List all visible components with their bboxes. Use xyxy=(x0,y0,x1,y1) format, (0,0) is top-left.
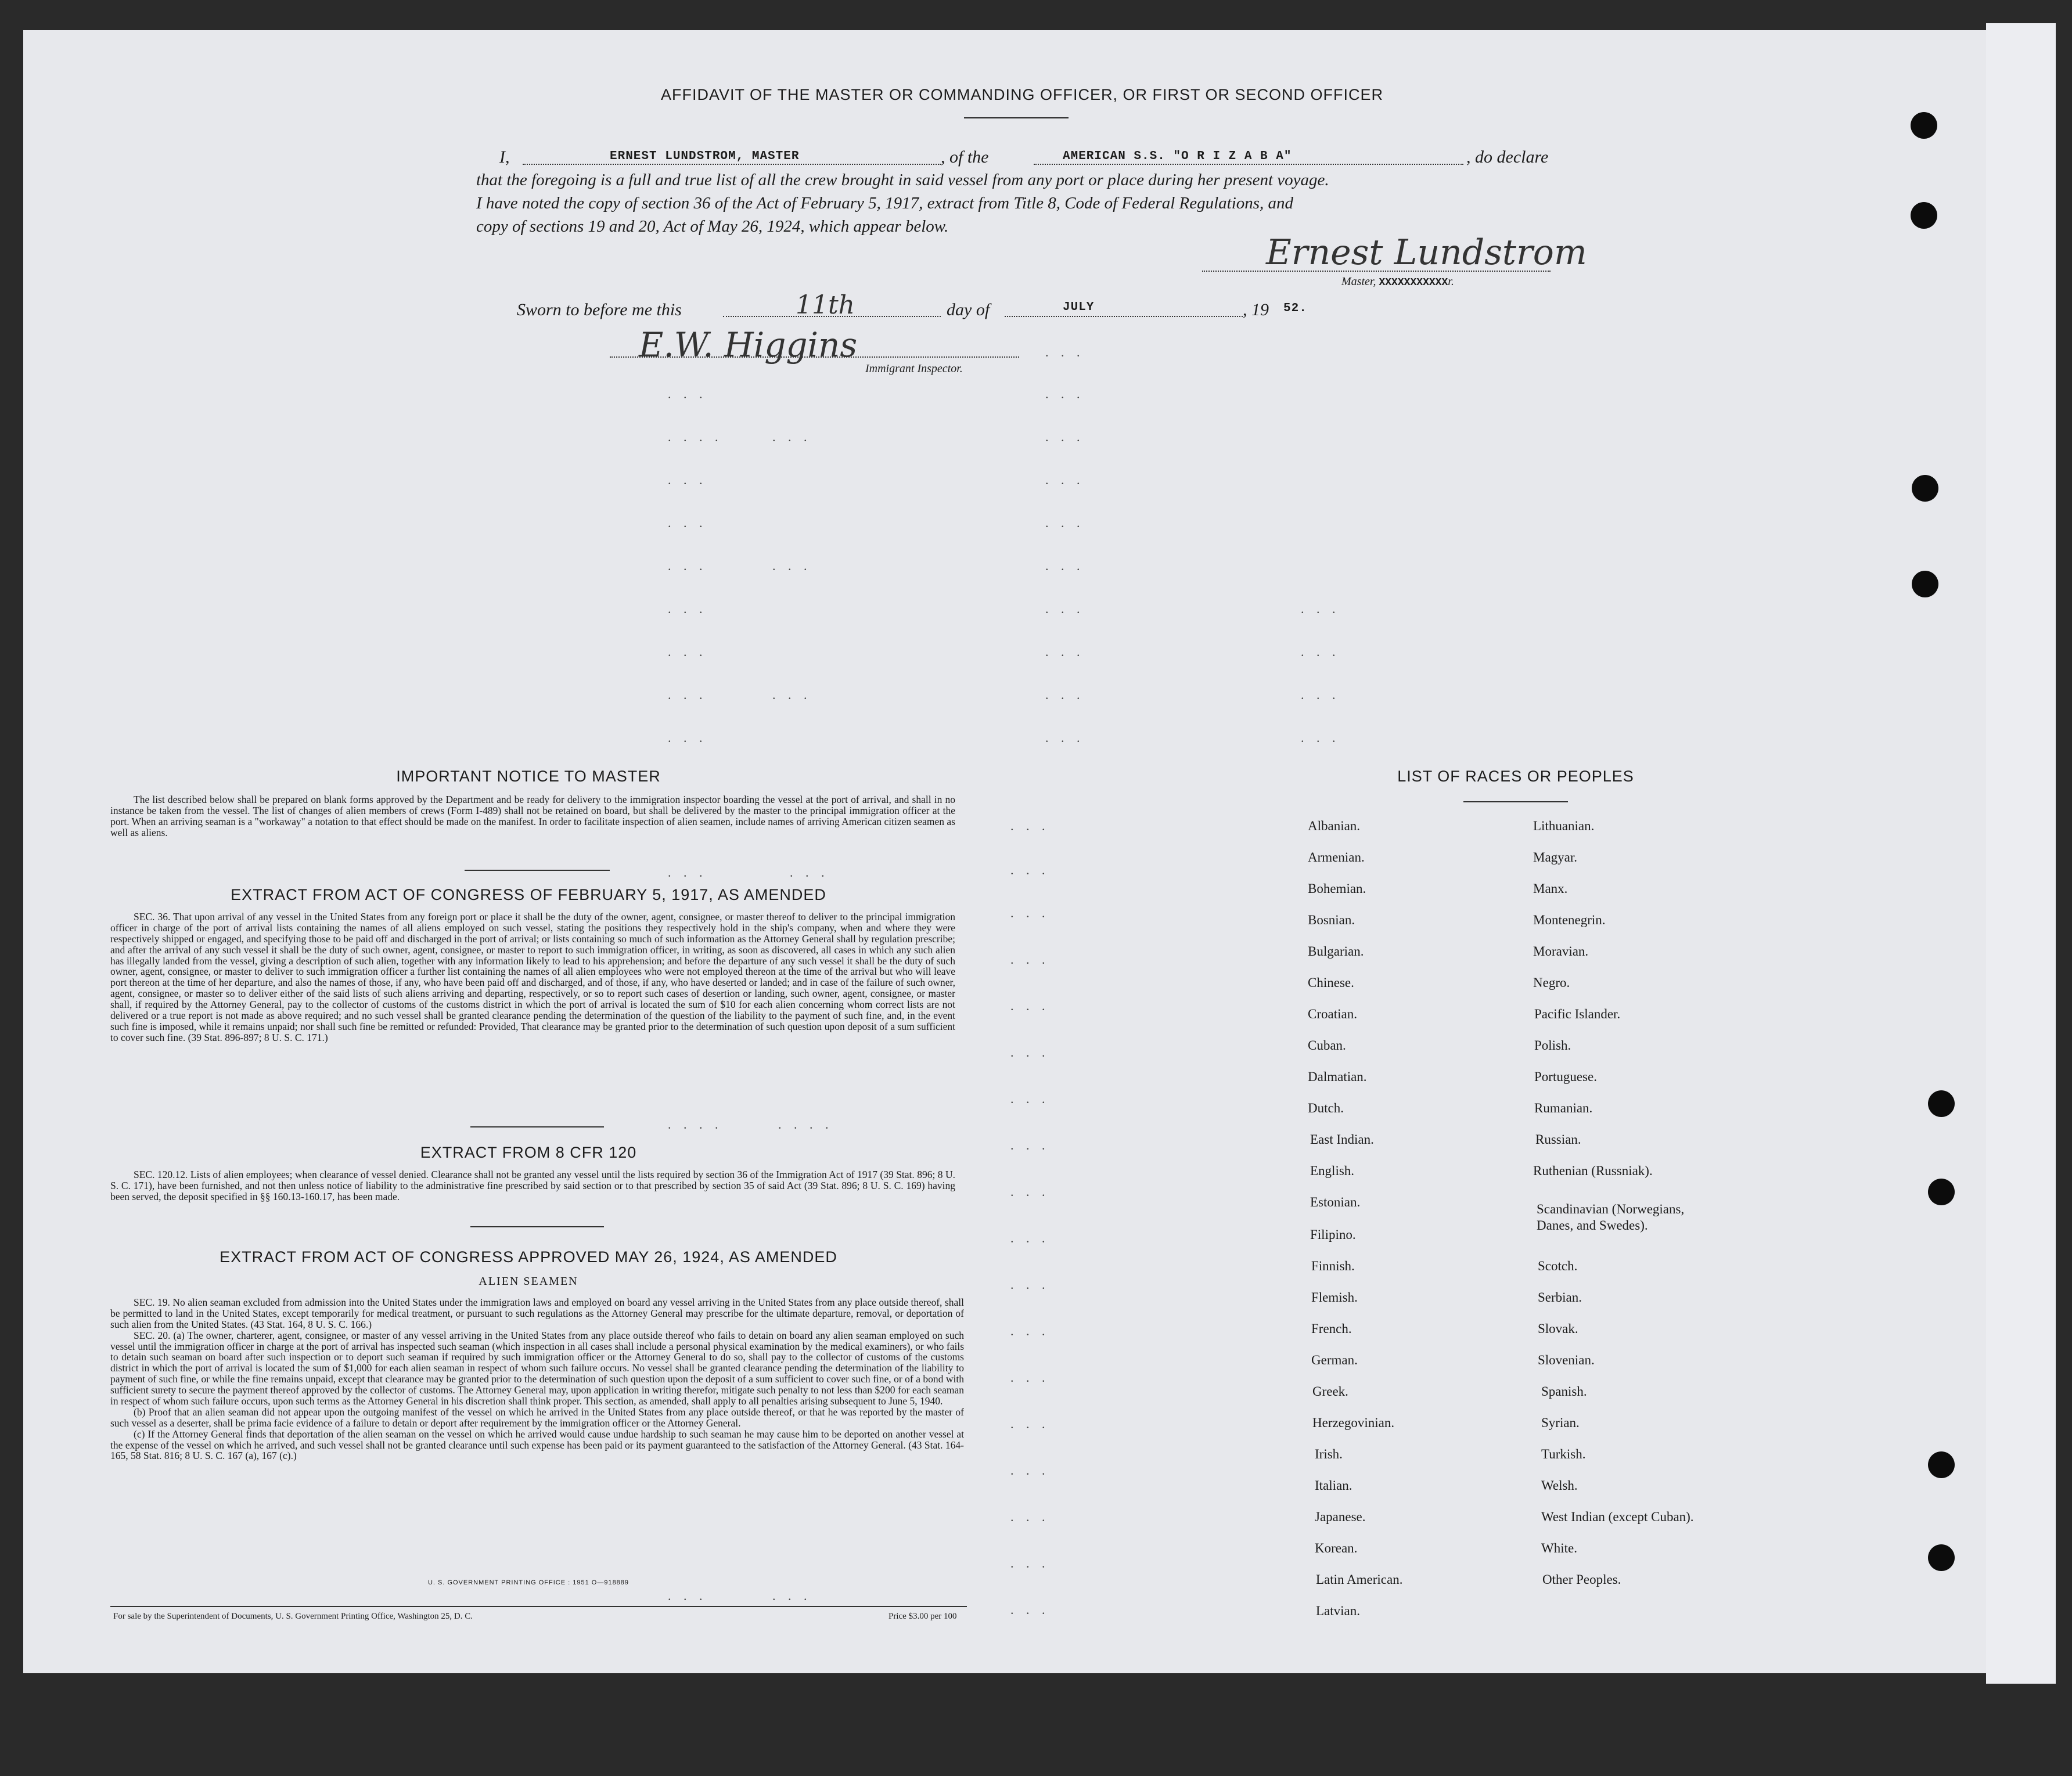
extract-1917-heading: EXTRACT FROM ACT OF CONGRESS OF FEBRUARY 5, 1917, AS AMENDED xyxy=(231,886,826,903)
section-rule xyxy=(465,870,610,871)
extract-1917-text: SEC. 36. That upon arrival of any vessel in the United States from any foreign port or place it shall be the duty of the owner, agent, consignee, or master thereof to deliver to the principal immigration officer in charge of the port of arrival lists containing the names of all aliens employed on such vessel, stating the positions they respectively hold in the ship's company, when and where they were respectively shipped or engaged, and specifying those to be paid off and discharged in the port of arrival; or lists containing so much of such information as the Attorney General shall by regulation prescribe; and after the arrival of any such vessel it shall be the duty of such owner, agent, consignee, or master to report to such immigration officer, in writing, as soon as discovered, all cases in which any such alien has illegally landed from the vessel, giving a description of such alien, together with any information likely to lead to his apprehension; and before the departure of any such vessel it shall be the duty of such owner, agent, consignee, or master to deliver to such immigration officer a further list containing the names of all alien employees who were not employed thereon at the time of the arrival but who will leave port thereon at the time of her departure, and also the names of those, if any, who have been paid off and discharged, and of those, if any, who have deserted or landed; and in case of the failure of such owner, agent, consignee, or master so to deliver either of the said lists of such aliens arriving and departing, respectively, or so to report such cases of desertion or landing, such owner, agent, consignee, or master shall, if required by the Attorney General, pay to the collector of customs of the customs district in which the port of arrival is located the sum of $10 for each alien concerning whom correct lists are not delivered or a true report is not made as above required; and no such vessel shall be granted clearance pending the determination of the question of the liability to the payment of such fine, and, in the event such fine is imposed, while it remains unpaid; nor shall such fine be remitted or refunded: Provided, That clearance may be granted prior to the determination of such question upon deposit of a sum sufficient to cover such fine. (39 Stat. 896-897; 8 U. S. C. 171.) xyxy=(110,911,955,1043)
master-caption-label: Master, xyxy=(1341,275,1376,288)
column-dots: . . . xyxy=(1010,1091,1050,1106)
column-dots: . . . xyxy=(1010,1417,1050,1431)
column-dots: . . . xyxy=(668,687,707,702)
column-dots: . . . xyxy=(1010,952,1050,967)
column-dots: . . . xyxy=(668,865,707,880)
master-signature-line xyxy=(1202,271,1551,272)
punch-hole xyxy=(1928,1090,1955,1117)
column-dots: . . . xyxy=(1010,1602,1050,1617)
master-caption-suffix: r. xyxy=(1448,275,1454,288)
race-item: Flemish. xyxy=(1311,1290,1358,1305)
race-item: Negro. xyxy=(1533,975,1570,990)
column-dots: . . . xyxy=(1010,1324,1050,1338)
declaration-line3: I have noted the copy of section 36 of the Act of February 5, 1917, extract from Title 8, Code of Federal Regulations, and xyxy=(476,194,1294,212)
column-dots: . . . xyxy=(1010,819,1050,833)
column-dots: . . . xyxy=(668,559,707,573)
race-item: Scandinavian (Norwegians, xyxy=(1537,1202,1685,1216)
column-dots: . . . xyxy=(1010,1370,1050,1385)
inspector-signature-line xyxy=(610,356,1019,358)
race-item: Herzegovinian. xyxy=(1312,1415,1395,1430)
declaration-do-declare: , do declare xyxy=(1466,147,1549,167)
declaration-i: I, xyxy=(499,147,510,167)
race-item: Bohemian. xyxy=(1308,881,1366,896)
race-item: Moravian. xyxy=(1533,944,1589,959)
punch-hole xyxy=(1912,571,1938,597)
race-item: Irish. xyxy=(1315,1447,1343,1461)
footer-left: For sale by the Superintendent of Documents, U. S. Government Printing Office, Washington 25, D. C. xyxy=(113,1612,473,1621)
column-dots: . . . xyxy=(1010,1463,1050,1478)
sec-20b-text: (b) Proof that an alien seaman did not appear upon the outgoing manifest of the vessel on which he arrived in the United States from any place outside thereof, or that he was reported by the master of such vessel as a deserter, shall be prima facie evidence of a failure to detain or deport after requirement by the immigration officer or the Attorney General. xyxy=(110,1406,964,1429)
column-dots: . . . xyxy=(668,1588,707,1603)
master-struck-text: XXXXXXXXXXX xyxy=(1379,277,1448,289)
column-dots: . . . xyxy=(1045,516,1085,530)
declarant-blank xyxy=(523,164,941,165)
punch-hole xyxy=(1928,1451,1955,1478)
sworn-year-value: 52. xyxy=(1283,302,1307,315)
master-signature: Ernest Lundstrom xyxy=(1266,232,1587,273)
punch-hole xyxy=(1912,475,1938,502)
column-dots: . . . xyxy=(772,687,812,702)
race-item: Lithuanian. xyxy=(1533,819,1595,833)
sworn-year-prefix: , 19 xyxy=(1243,300,1269,319)
column-dots: . . . xyxy=(1010,1184,1050,1199)
race-item: Portuguese. xyxy=(1534,1069,1597,1084)
race-item: Slovenian. xyxy=(1538,1353,1595,1367)
column-dots: . . . xyxy=(1045,601,1085,616)
vessel-name: AMERICAN S.S. "O R I Z A B A" xyxy=(1063,150,1292,163)
inspector-caption: Immigrant Inspector. xyxy=(865,362,963,375)
sworn-month-blank xyxy=(1005,316,1243,317)
race-item: Bulgarian. xyxy=(1308,944,1364,959)
punch-hole xyxy=(1928,1544,1955,1571)
race-item: Magyar. xyxy=(1533,850,1578,864)
race-item: Finnish. xyxy=(1311,1259,1355,1273)
column-dots: . . . xyxy=(1045,345,1085,359)
affidavit-heading: AFFIDAVIT OF THE MASTER OR COMMANDING OFFICER, OR FIRST OR SECOND OFFICER xyxy=(660,86,1384,103)
declaration-line4: copy of sections 19 and 20, Act of May 26, 1924, which appear below. xyxy=(476,217,949,236)
section-rule xyxy=(470,1126,604,1127)
declarant-name: ERNEST LUNDSTROM, MASTER xyxy=(610,150,800,163)
race-item: Japanese. xyxy=(1315,1510,1366,1524)
race-item: Rumanian. xyxy=(1534,1101,1593,1115)
race-item: Italian. xyxy=(1315,1478,1352,1493)
column-dots: . . . xyxy=(1045,644,1085,659)
race-item: Latvian. xyxy=(1316,1604,1360,1618)
column-dots: . . . xyxy=(668,473,707,487)
column-dots: . . . xyxy=(1010,1277,1050,1292)
inspector-signature: E.W. Higgins xyxy=(639,325,858,365)
column-dots: . . . xyxy=(1010,1556,1050,1570)
column-dots: . . . xyxy=(790,865,829,880)
column-dots: . . . xyxy=(668,644,707,659)
race-item: Polish. xyxy=(1534,1038,1571,1053)
footer-rule xyxy=(110,1606,967,1607)
races-heading-rule xyxy=(1463,801,1568,802)
race-item: Syrian. xyxy=(1541,1415,1580,1430)
paper-margin-strip xyxy=(1986,23,2056,1684)
race-item: Chinese. xyxy=(1308,975,1354,990)
master-caption xyxy=(1341,275,1454,289)
race-item: Spanish. xyxy=(1541,1384,1587,1399)
race-item: German. xyxy=(1311,1353,1358,1367)
section-rule xyxy=(470,1226,604,1227)
extract-1917-block xyxy=(110,912,955,1043)
race-item: Estonian. xyxy=(1310,1195,1361,1209)
column-dots: . . . xyxy=(1045,559,1085,573)
column-dots: . . . xyxy=(1045,387,1085,401)
column-dots: . . . xyxy=(1010,1045,1050,1060)
race-item: Dalmatian. xyxy=(1308,1069,1367,1084)
race-item: Korean. xyxy=(1315,1541,1358,1555)
column-dots: . . . xyxy=(1301,644,1340,659)
race-item: Dutch. xyxy=(1308,1101,1344,1115)
column-dots: . . . xyxy=(1010,1138,1050,1152)
extract-cfr-text: SEC. 120.12. Lists of alien employees; when clearance of vessel denied. Clearance shall not be granted any vessel until the lists required by section 36 of the Immigration Act of 1917 (39 Stat. 896; 8 U. S. C. 171), have been furnished, and not then unless notice of liability to the administrative fine prescribed by said section or to that prescribed by section 35 of said Act (39 Stat. 896; 8 U. S. C. 169) having been served, the deposit specified in §§ 160.13-160.17, has been made. xyxy=(110,1169,955,1202)
punch-hole xyxy=(1928,1179,1955,1205)
column-dots: . . . xyxy=(1301,687,1340,702)
race-item: Croatian. xyxy=(1308,1007,1357,1021)
gpo-line: U. S. GOVERNMENT PRINTING OFFICE : 1951 O—918889 xyxy=(427,1579,629,1586)
race-item: Armenian. xyxy=(1308,850,1365,864)
alien-seamen-subheading: ALIEN SEAMEN xyxy=(479,1275,578,1288)
column-dots: . . . xyxy=(1010,863,1050,877)
extract-cfr-heading: EXTRACT FROM 8 CFR 120 xyxy=(420,1144,637,1161)
column-dots: . . . xyxy=(668,516,707,530)
sworn-month: JULY xyxy=(1063,301,1095,314)
column-dots: . . . xyxy=(1045,730,1085,745)
column-dots: . . . xyxy=(1301,730,1340,745)
race-item: French. xyxy=(1311,1321,1352,1336)
heading-rule xyxy=(964,117,1069,118)
column-dots: . . . . xyxy=(668,430,723,444)
column-dots: . . . xyxy=(1010,906,1050,920)
column-dots: . . . xyxy=(772,1588,812,1603)
extract-1924-block xyxy=(110,1297,964,1461)
race-item: Russian. xyxy=(1535,1132,1581,1147)
race-item: Turkish. xyxy=(1541,1447,1586,1461)
race-item: West Indian (except Cuban). xyxy=(1541,1510,1694,1524)
extract-1924-heading: EXTRACT FROM ACT OF CONGRESS APPROVED MAY 26, 1924, AS AMENDED xyxy=(220,1248,837,1266)
declaration-of-the: , of the xyxy=(941,147,989,167)
sec-20c-text: (c) If the Attorney General finds that deportation of the alien seaman on the vessel on which he arrived would cause undue hardship to such seaman he may cause him to be deported on another vessel at the expense of the vessel on which he arrived, and such vessel shall not be granted clearance until such expense has been paid or its payment guaranteed to the satisfaction of the Attorney General. (43 Stat. 164-165, 58 Stat. 816; 8 U. S. C. 167 (a), 167 (c).) xyxy=(110,1428,964,1462)
column-dots: . . . xyxy=(772,559,812,573)
column-dots: . . . xyxy=(668,730,707,745)
race-item: Bosnian. xyxy=(1308,913,1355,927)
column-dots: . . . xyxy=(1010,1231,1050,1245)
race-item: Ruthenian (Russniak). xyxy=(1533,1163,1653,1178)
notice-text: The list described below shall be prepared on blank forms approved by the Department and be ready for delivery to the immigration inspector boarding the vessel at the port of arrival, and shall in no instance be taken from the vessel. The list of changes of alien members of crews (Form I-489) shall not be retained on board, but shall be delivered by the master to the principal immigration officer at the port. When an arriving seaman is a "workaway" a notation to that effect should be made on the manifest. In order to facilitate inspection of alien seamen, include names of arriving American citizen seamen as well as aliens. xyxy=(110,794,955,838)
notice-heading: IMPORTANT NOTICE TO MASTER xyxy=(396,768,661,785)
vessel-blank xyxy=(1034,164,1463,165)
sworn-day-value: 11th xyxy=(796,290,855,320)
notice-text-block xyxy=(110,794,955,838)
race-item: Pacific Islander. xyxy=(1534,1007,1621,1021)
race-item: Slovak. xyxy=(1538,1321,1578,1336)
sworn-prefix: Sworn to before me this xyxy=(517,300,682,319)
column-dots: . . . xyxy=(1045,430,1085,444)
race-item: White. xyxy=(1541,1541,1577,1555)
column-dots: . . . xyxy=(1045,473,1085,487)
column-dots: . . . xyxy=(1010,999,1050,1013)
race-item: Greek. xyxy=(1312,1384,1348,1399)
race-item: Filipino. xyxy=(1310,1227,1356,1242)
punch-hole xyxy=(1911,112,1937,139)
race-item: East Indian. xyxy=(1310,1132,1374,1147)
column-dots: . . . xyxy=(668,601,707,616)
race-item: Danes, and Swedes). xyxy=(1537,1218,1648,1233)
race-item: Montenegrin. xyxy=(1533,913,1606,927)
race-item: Latin American. xyxy=(1316,1572,1403,1587)
punch-hole xyxy=(1911,202,1937,229)
extract-cfr-block xyxy=(110,1169,955,1202)
race-item: Other Peoples. xyxy=(1542,1572,1621,1587)
race-item: Manx. xyxy=(1533,881,1568,896)
race-item: Welsh. xyxy=(1541,1478,1578,1493)
race-item: English. xyxy=(1310,1163,1355,1178)
sec-19-text: SEC. 19. No alien seaman excluded from admission into the United States under the immigration laws and employed on board any vessel arriving in the United States from any place outside thereof, shall be permitted to land in the United States, except temporarily for medical treatment, or pursuant to such regulations as the Attorney General may prescribe for the ultimate departure, removal, or deportation of such alien from the United States. (43 Stat. 164, 8 U. S. C. 166.) xyxy=(110,1296,964,1330)
column-dots: . . . xyxy=(1301,601,1340,616)
column-dots: . . . xyxy=(1045,687,1085,702)
footer-right: Price $3.00 per 100 xyxy=(888,1612,957,1621)
sworn-day-of: day of xyxy=(947,300,990,319)
race-item: Scotch. xyxy=(1538,1259,1578,1273)
column-dots: . . . . xyxy=(668,1117,723,1132)
race-item: Cuban. xyxy=(1308,1038,1346,1053)
race-item: Serbian. xyxy=(1538,1290,1582,1305)
column-dots: . . . xyxy=(1010,1510,1050,1524)
column-dots: . . . xyxy=(772,430,812,444)
race-item: Albanian. xyxy=(1308,819,1361,833)
column-dots: . . . . xyxy=(778,1117,833,1132)
sec-20a-text: SEC. 20. (a) The owner, charterer, agent, consignee, or master of any vessel arriving in the United States from any place outside thereof who fails to detain on board any alien seaman employed on such vessel until the immigration officer in charge at the port of arrival has inspected such seaman (which inspection in all cases shall include a personal physical examination by the medical examiners), or who fails to detain such seaman on board after such inspection or to deport such seaman if required by such immigration officer or the Attorney General to do so, shall pay to the collector of customs of the customs district in which the port of arrival is located the sum of $1,000 for each alien seaman in respect of whom such failure occurs. No vessel shall be granted clearance pending the determination of the liability to payment of such fine, or while the fine remains unpaid, except that clearance may be granted prior to the determination of such question upon the deposit of a sum sufficient to cover such fine, or of a bond with sufficient surety to secure the payment thereof approved by the collector of customs. The Attorney General may, upon application in writing therefor, mitigate such penalty to not less than $200 for each seaman in respect of whom such failure occurs, upon such terms as the Attorney General in his discretion shall think proper. This section, as amended, shall apply to all penalties arising subsequent to June 5, 1940. xyxy=(110,1329,964,1407)
races-heading: LIST OF RACES OR PEOPLES xyxy=(1397,768,1634,785)
column-dots: . . . xyxy=(668,387,707,401)
declaration-line2: that the foregoing is a full and true list of all the crew brought in said vessel from any port or place during her present voyage. xyxy=(476,171,1329,189)
